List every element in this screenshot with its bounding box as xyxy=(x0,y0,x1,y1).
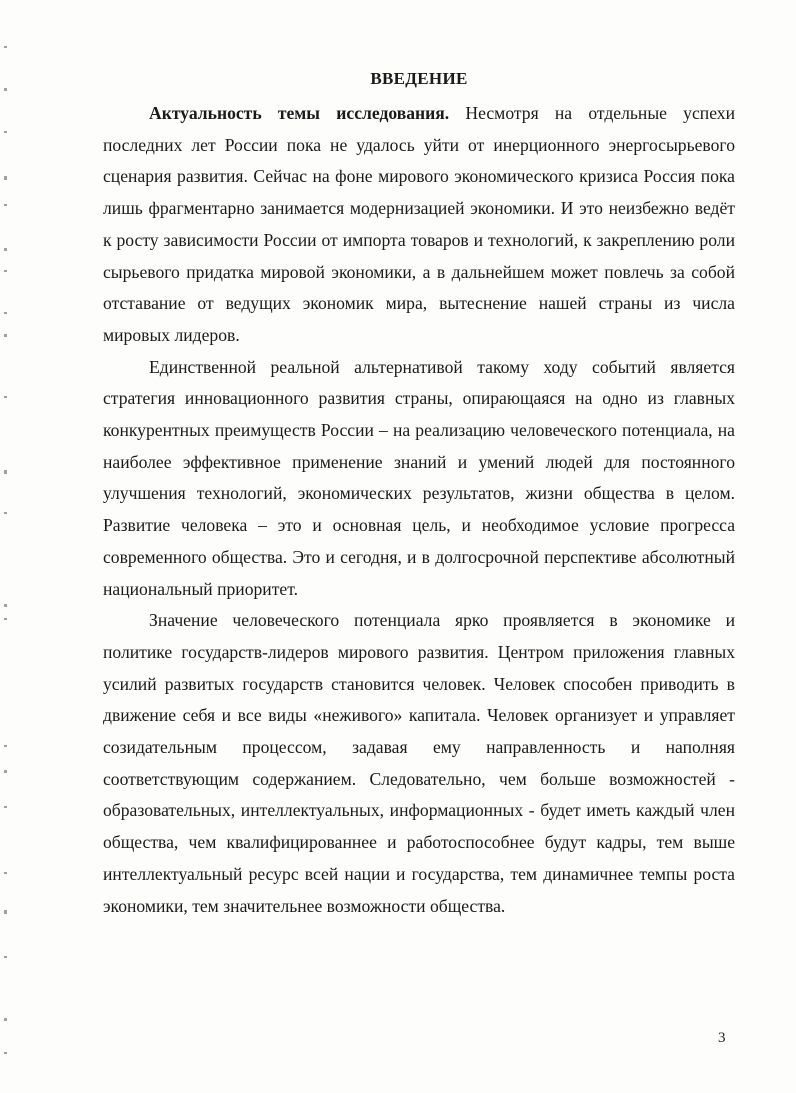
page-title: ВВЕДЕНИЕ xyxy=(370,69,468,88)
paragraph-strategy: Единственной реальной альтернативой такому ходу событий является стратегия инновационного развития страны, опирающаяся на одно из главных конкурентных преимуществ России – на реализацию человеческого потенциала, на наиболее эффективное применение знаний и умений людей для постоянного улучшения технологий, экономических результатов, жизни общества в целом. Развитие человека – это и основная цель, и необходимое условие прогресса современного общества. Это и сегодня, и в долгосрочной перспективе абсолютный национальный приоритет. xyxy=(103,356,735,599)
binding-edge-artifacts xyxy=(0,0,14,1093)
paragraph-lead-bold: Актуальность темы исследования. xyxy=(149,103,450,123)
paragraph-relevance xyxy=(103,98,735,352)
paragraph-text: Несмотря на отдельные успехи последних лет России пока не удалось уйти от инерционного энергосырьевого сценария развития. Сейчас на фоне мирового экономического кризиса Россия пока лишь фрагментарно занимается модернизацией экономики. И это неизбежно ведёт к росту зависимости России от импорта товаров и технологий, к закреплению роли сырьевого придатка мировой экономики, а в дальнейшем может повлечь за собой отставание от ведущих экономик мира, вытеснение нашей страны из числа мировых лидеров. xyxy=(103,103,735,345)
paragraph-human-potential: Значение человеческого потенциала ярко проявляется в экономике и политике государств-лидеров мирового развития. Центром приложения главных усилий развитых государств становится человек. Человек способен приводить в движение себя и все виды «неживого» капитала. Человек организует и управляет созидательным процессом, задавая ему направленность и наполняя соответствующим содержанием. Следовательно, чем больше возможностей - образовательных, интеллектуальных, информационных - будет иметь каждый член общества, чем квалифицированнее и работоспособнее будут кадры, тем выше интеллектуальный ресурс всей нации и государства, тем динамичнее темпы роста экономики, тем значительнее возможности общества. xyxy=(103,610,735,916)
document-body xyxy=(103,66,735,922)
page-number: 3 xyxy=(718,1030,726,1046)
